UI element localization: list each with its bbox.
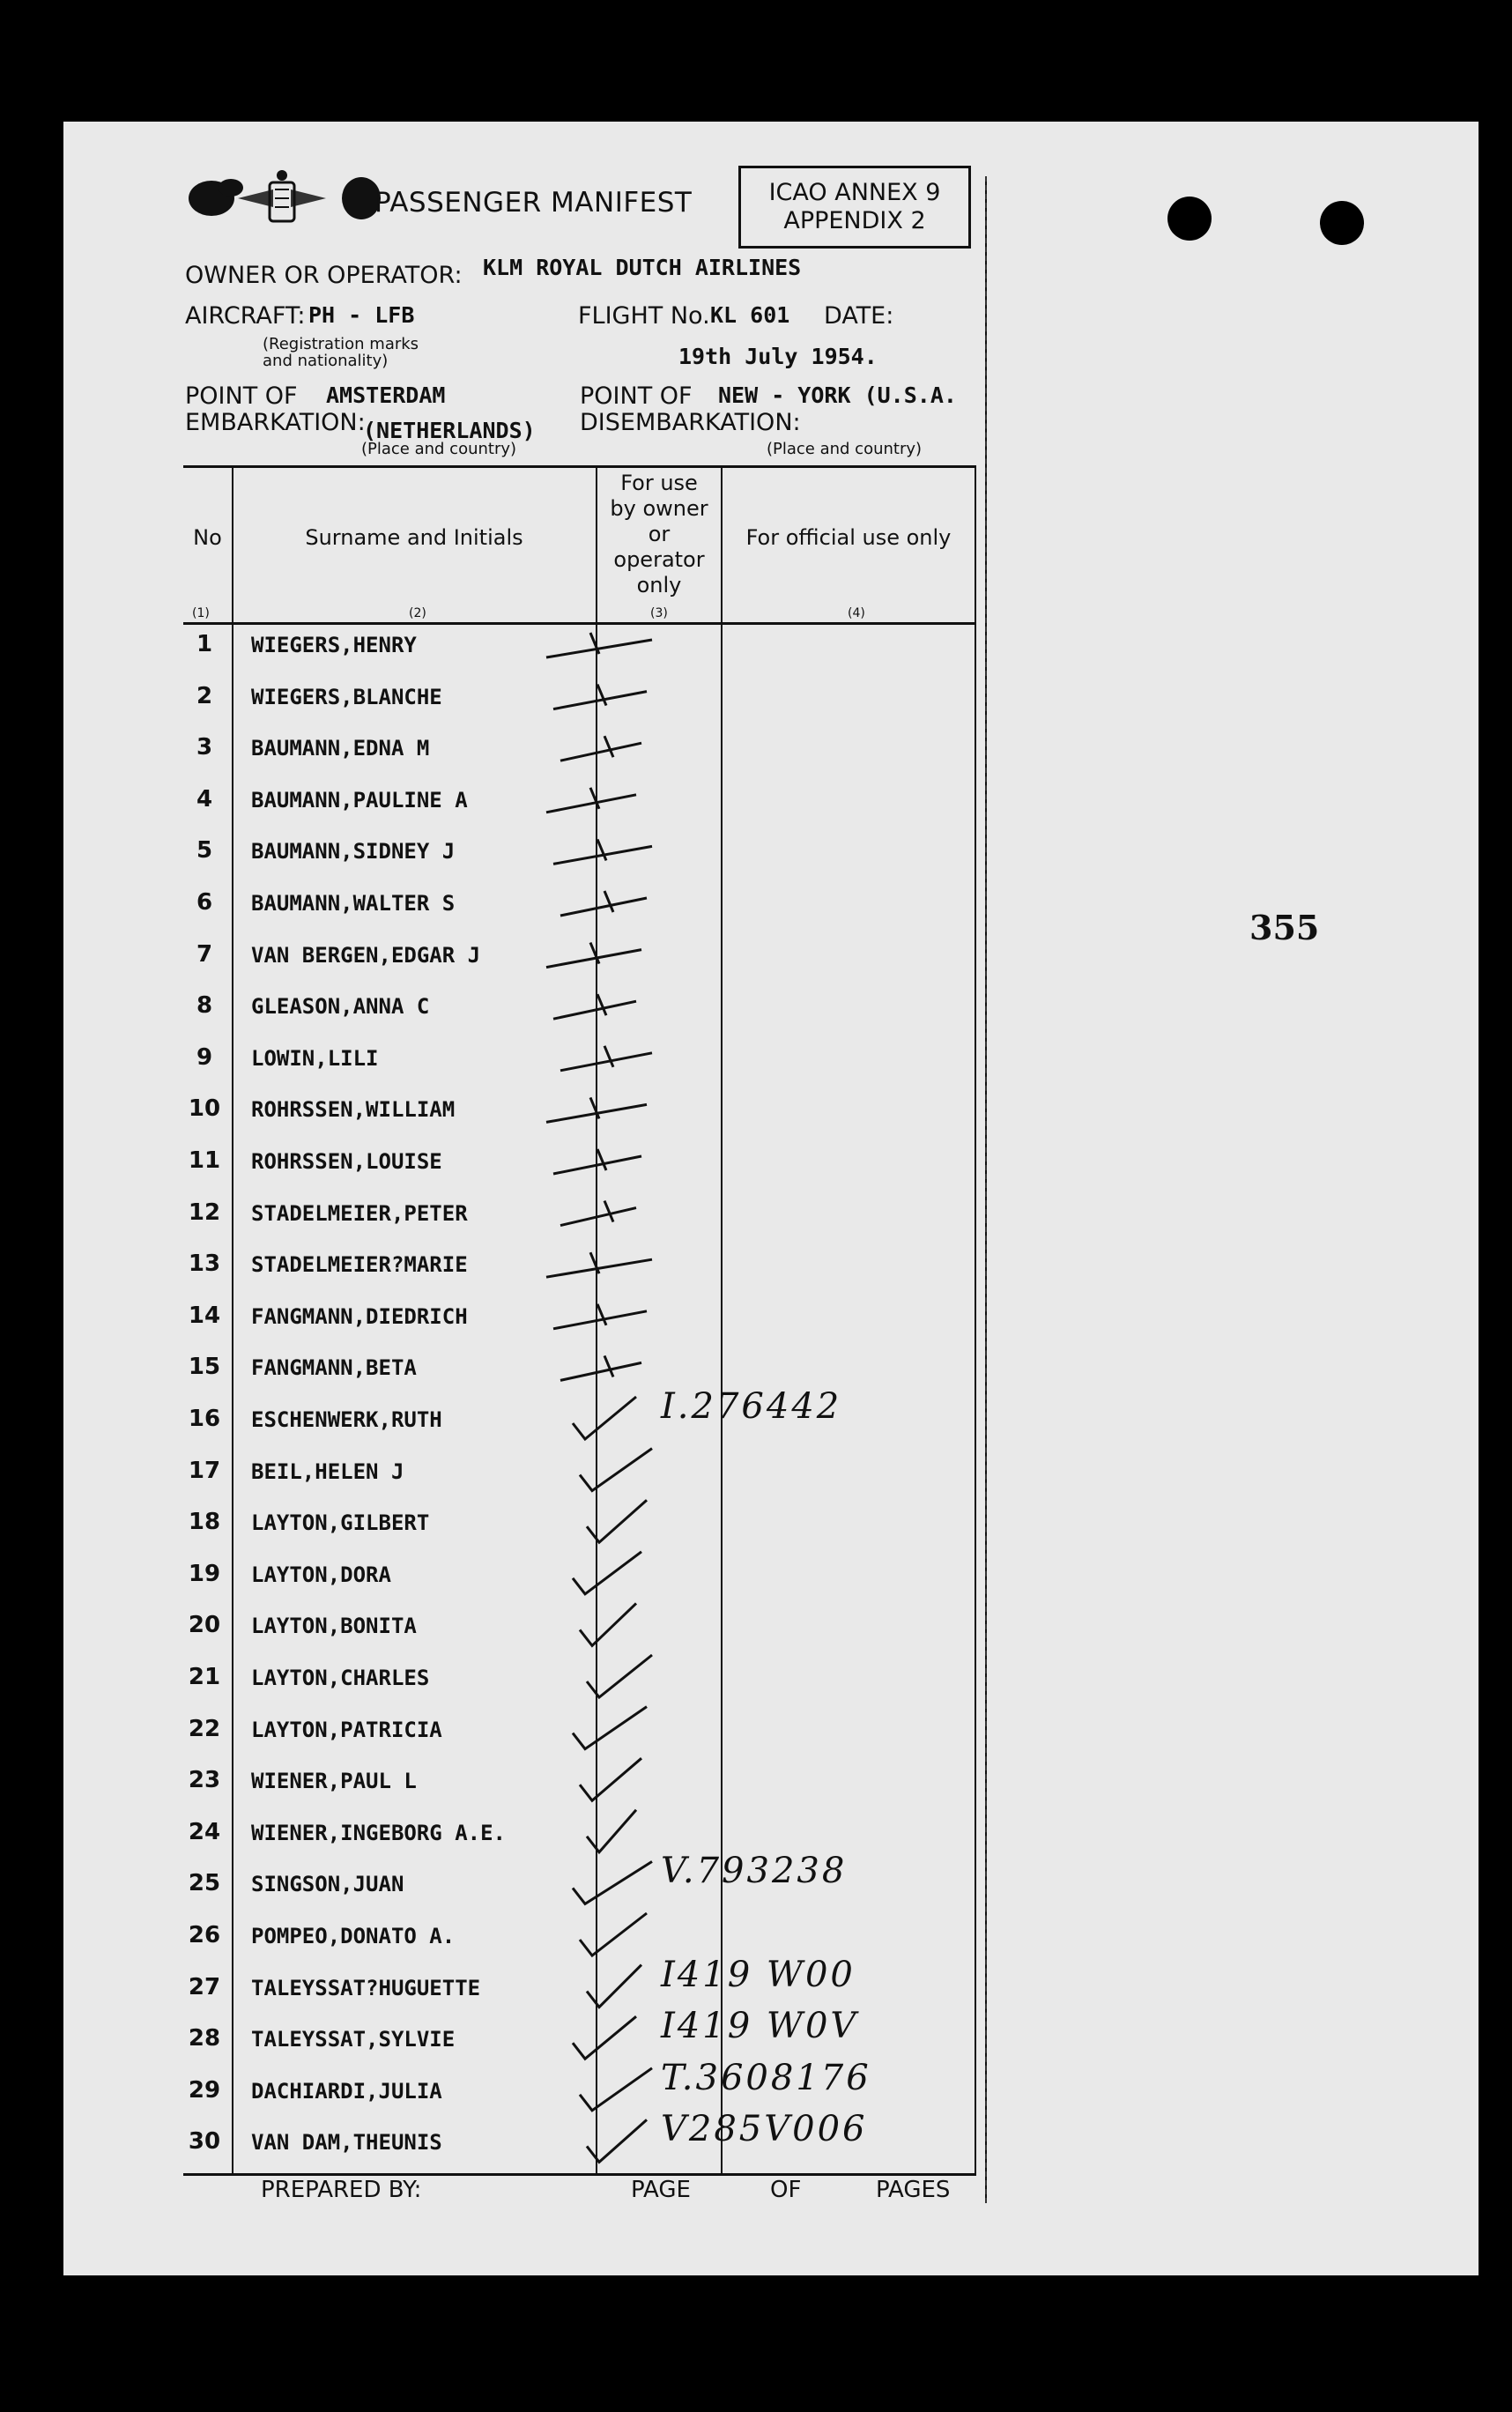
date-value: 19th July 1954.	[678, 344, 878, 369]
passenger-name: STADELMEIER?MARIE	[251, 1252, 468, 1278]
passenger-name: FANGMANN,BETA	[251, 1355, 417, 1381]
disembarkation-note: (Place and country)	[767, 440, 923, 458]
passenger-name: POMPEO,DONATO A.	[251, 1924, 456, 1948]
embarkation-country: (NETHERLANDS)	[363, 418, 536, 443]
passenger-name: WIEGERS,HENRY	[251, 633, 417, 657]
embarkation-city: AMSTERDAM	[326, 382, 446, 408]
row-number: 15	[188, 1354, 221, 1381]
aircraft-note: (Registration marks	[263, 335, 419, 353]
row-number: 19	[188, 1560, 221, 1587]
row-number: 7	[196, 940, 213, 968]
passenger-name: BAUMANN,EDNA M	[251, 736, 430, 761]
passenger-name: GLEASON,ANNA C	[251, 994, 430, 1020]
owner-value: KLM ROYAL DUTCH AIRLINES	[483, 255, 802, 280]
passenger-name: TALEYSSAT?HUGUETTE	[251, 1975, 481, 2000]
passenger-name: BAUMANN,SIDNEY J	[251, 839, 456, 865]
row-number: 21	[188, 1664, 221, 1690]
passenger-name: WIENER,INGEBORG A.E.	[251, 1820, 506, 1845]
row-number: 24	[188, 1818, 221, 1845]
col-owner-line: by owner	[610, 496, 708, 521]
row-number: 23	[188, 1767, 221, 1794]
embarkation-note: (Place and country)	[361, 440, 517, 458]
passenger-name: LAYTON,DORA	[251, 1562, 391, 1587]
of-label: OF	[770, 2177, 802, 2203]
manifest-title: PASSENGER MANIFEST	[374, 187, 693, 219]
page-label: PAGE	[631, 2177, 691, 2203]
row-number: 26	[188, 1922, 221, 1948]
col-owner-line: only	[636, 573, 682, 597]
row-number: 13	[188, 1251, 221, 1278]
embarkation-label: POINT OF	[185, 382, 298, 410]
owner-label: OWNER OR OPERATOR:	[185, 262, 463, 289]
official-entry: V285V006	[661, 2109, 868, 2150]
row-number: 28	[188, 2025, 221, 2052]
passenger-name: DACHIARDI,JULIA	[251, 2078, 442, 2104]
column-divider	[975, 467, 976, 2173]
passenger-name: WIEGERS,BLANCHE	[251, 684, 442, 709]
aircraft-value: PH - LFB	[308, 302, 415, 328]
row-number: 1	[196, 631, 213, 657]
official-entry: I419 W0V	[661, 2006, 859, 2047]
header-bottom-rule	[183, 622, 976, 625]
row-number: 30	[188, 2128, 221, 2156]
passenger-name: SINGSON,JUAN	[251, 1872, 404, 1897]
passenger-name: LAYTON,PATRICIA	[251, 1717, 442, 1742]
column-divider	[721, 467, 723, 2173]
passenger-name: LAYTON,GILBERT	[251, 1510, 430, 1536]
row-number: 8	[196, 992, 213, 1020]
prepared-by-label: PREPARED BY:	[261, 2177, 422, 2203]
passenger-name: ESCHENWERK,RUTH	[251, 1407, 442, 1432]
table-bottom-rule	[183, 2173, 976, 2176]
row-number: 9	[196, 1043, 213, 1071]
row-number: 2	[196, 682, 213, 709]
passenger-name: BAUMANN,PAULINE A	[251, 787, 468, 813]
col-name-header: Surname and Initials	[305, 525, 523, 550]
row-number: 22	[188, 1715, 221, 1742]
aircraft-label: AIRCRAFT:	[185, 302, 306, 330]
page-number: 355	[1249, 908, 1320, 947]
punch-hole	[1167, 197, 1212, 241]
embarkation-label: EMBARKATION:	[185, 409, 366, 436]
icao-annex: ICAO ANNEX 9	[768, 179, 941, 206]
passenger-name: LAYTON,BONITA	[251, 1614, 417, 1639]
col-owner-line: For use	[620, 471, 698, 495]
passenger-name: VAN BERGEN,EDGAR J	[251, 942, 481, 968]
row-number: 14	[188, 1302, 221, 1329]
klm-logo-icon	[176, 163, 388, 251]
flight-label: FLIGHT No.	[578, 302, 710, 330]
passenger-name: FANGMANN,DIEDRICH	[251, 1303, 468, 1329]
column-divider	[596, 467, 597, 2173]
row-number: 29	[188, 2076, 221, 2104]
passenger-name: ROHRSSEN,WILLIAM	[251, 1097, 456, 1123]
col-owner-header	[597, 471, 721, 598]
aircraft-note: and nationality)	[263, 352, 389, 370]
col-number: (1)	[192, 606, 210, 620]
passenger-name: TALEYSSAT,SYLVIE	[251, 2027, 456, 2052]
row-number: 25	[188, 1870, 221, 1897]
row-number: 4	[196, 785, 213, 813]
passenger-name: LAYTON,CHARLES	[251, 1666, 430, 1690]
passenger-name: LOWIN,LILI	[251, 1045, 379, 1071]
flight-value: KL 601	[710, 302, 790, 328]
row-number: 16	[188, 1406, 221, 1432]
col-owner-line: operator	[613, 547, 705, 572]
row-number: 17	[188, 1457, 221, 1484]
row-number: 20	[188, 1612, 221, 1639]
col-owner-line: or	[648, 522, 671, 546]
pages-label: PAGES	[876, 2177, 951, 2203]
official-entry: V.793238	[661, 1851, 848, 1892]
perforation-line	[985, 176, 987, 2203]
column-divider	[232, 467, 233, 2173]
passenger-name: BEIL,HELEN J	[251, 1458, 404, 1484]
date-label: DATE:	[824, 302, 894, 330]
icao-box	[738, 166, 971, 249]
passenger-name: ROHRSSEN,LOUISE	[251, 1149, 442, 1174]
icao-appendix: APPENDIX 2	[783, 207, 926, 234]
row-number: 11	[188, 1147, 221, 1174]
row-number: 3	[196, 734, 213, 761]
passenger-name: BAUMANN,WALTER S	[251, 891, 456, 916]
col-official-header: For official use only	[745, 525, 952, 550]
official-entry: I419 W00	[661, 1954, 856, 1995]
col-number: (4)	[848, 606, 865, 620]
row-number: 5	[196, 837, 213, 865]
punch-hole	[1320, 201, 1364, 245]
table-top-rule	[183, 465, 976, 468]
col-number: (3)	[650, 606, 668, 620]
row-number: 10	[188, 1095, 221, 1123]
row-number: 6	[196, 889, 213, 916]
row-number: 27	[188, 1973, 221, 2000]
official-entry: I.276442	[661, 1386, 842, 1427]
passenger-name: WIENER,PAUL L	[251, 1769, 417, 1794]
official-entry: T.3608176	[661, 2057, 871, 2098]
col-no-header: No	[193, 525, 222, 550]
col-number: (2)	[409, 606, 426, 620]
passenger-name: VAN DAM,THEUNIS	[251, 2130, 442, 2156]
disembarkation-label: DISEMBARKATION:	[580, 409, 801, 436]
disembarkation-label: POINT OF	[580, 382, 693, 410]
disembarkation-value: NEW - YORK (U.S.A.	[718, 382, 957, 408]
row-number: 18	[188, 1509, 221, 1536]
row-number: 12	[188, 1199, 221, 1226]
passenger-name: STADELMEIER,PETER	[251, 1200, 468, 1226]
